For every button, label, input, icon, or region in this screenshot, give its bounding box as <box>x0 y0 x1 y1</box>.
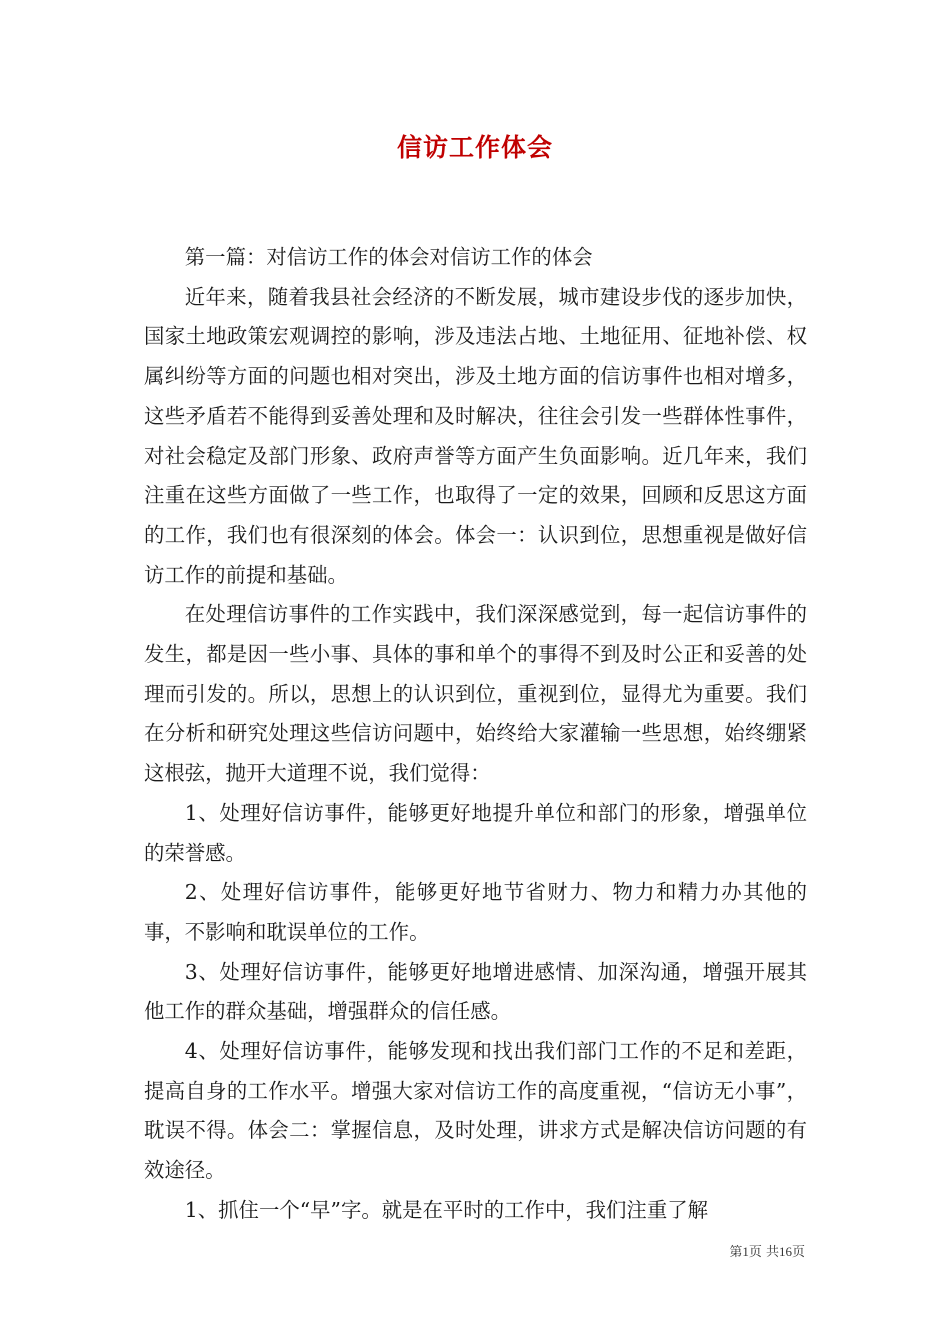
list-item-early: 1、抓住一个“早”字。就是在平时的工作中，我们注重了解 <box>184 1197 708 1222</box>
list-item-1: 1、处理好信访事件，能够更好地提升单位和部门的形象，增强单位的荣誉感。 <box>144 800 807 865</box>
footer-prefix: 第 <box>729 1245 743 1260</box>
footer-total-pages: 16 <box>778 1244 792 1259</box>
paragraph-practice: 在处理信访事件的工作实践中，我们深深感觉到，每一起信访事件的发生，都是因一些小事、具体的事和单个的事得不到及时公正和妥善的处理而引发的。所以，思想上的认识到位，重视到位，显得尤为重要。我们在分析和研究处理这些信访问题中，始终给大家灌输一些思想，始终绷紧这根弦，抛开大道理不说，我们觉得： <box>144 602 807 786</box>
document-title: 信访工作体会 <box>396 133 553 162</box>
list-item-2: 2、处理好信访事件，能够更好地节省财力、物力和精力办其他的事，不影响和耽误单位的工作。 <box>144 880 807 944</box>
paragraph-intro: 近年来，随着我县社会经济的不断发展，城市建设步伐的逐步加快，国家土地政策宏观调控的影响，涉及违法占地、土地征用、征地补偿、权属纠纷等方面的问题也相对突出，涉及土地方面的信访事件也相对增多，这些矛盾若不能得到妥善处理和及时解决，往往会引发一些群体性事件，对社会稳定及部门形象、政府声誉等方面产生负面影响。近几年来，我们注重在这些方面做了一些工作，也取得了一定的效果，回顾和反思这方面的工作，我们也有很深刻的体会。体会一：认识到位，思想重视是做好信访工作的前提和基础。 <box>144 284 807 587</box>
list-item-3: 3、处理好信访事件，能够更好地增进感情、加深沟通，增强开展其他工作的群众基础，增强群众的信任感。 <box>144 959 807 1024</box>
section-heading: 第一篇：对信访工作的体会对信访工作的体会 <box>184 245 593 269</box>
document-body <box>144 238 807 1231</box>
footer-middle: 页 共 <box>748 1245 779 1260</box>
page-number-footer <box>729 1243 805 1262</box>
list-item-4: 4、处理好信访事件，能够发现和找出我们部门工作的不足和差距，提高自身的工作水平。增强大家对信访工作的高度重视，“信访无小事”，耽误不得。体会二：掌握信息，及时处理，讲求方式是解决信访问题的有效途径。 <box>144 1039 807 1183</box>
footer-current-page: 1 <box>742 1244 749 1259</box>
footer-suffix: 页 <box>791 1245 805 1260</box>
